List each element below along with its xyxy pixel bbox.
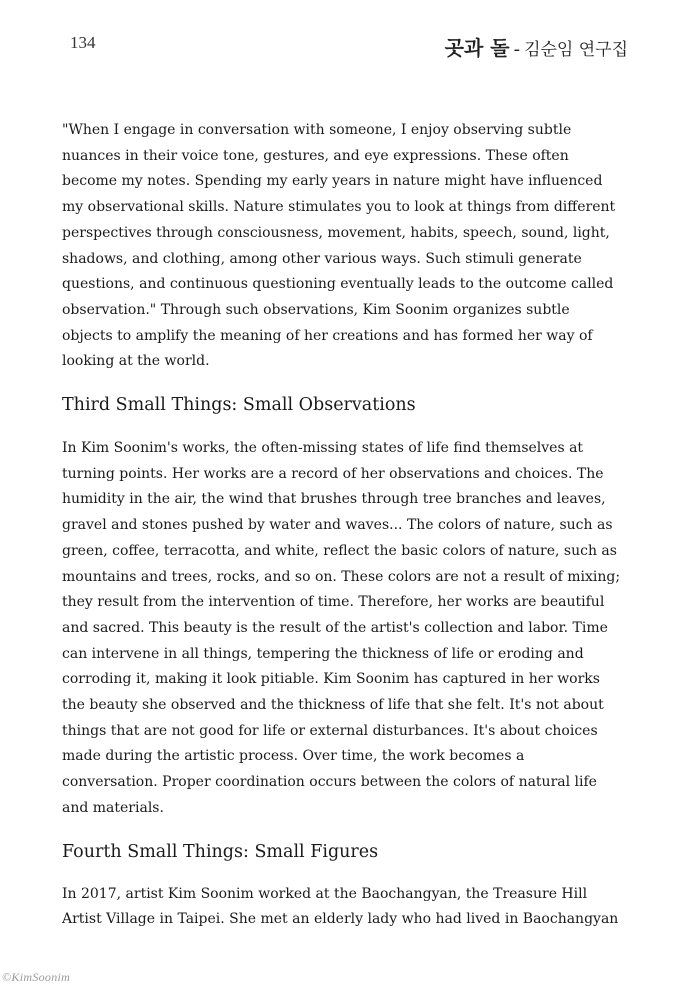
body-paragraph-2: In Kim Soonim's works, the often-missing states of life find themselves at turning points. Her works are a record of her observations and choices. The humidity in the air, the wind that brushes through tree branches and leaves, gravel and stones pushed by water and waves... The colors of nature, such as green, coffee, terracotta, and white, reflect the basic colors of nature, such as mountains and trees, rocks, and so on. These colors are not a result of mixing; they result from the intervention of time. Therefore, her works are beautiful and sacred. This beauty is the result of the artist's collection and labor. Time can intervene in all things, tempering the thickness of life or eroding and corroding it, making it look pitiable. Kim Soonim has captured in her works the beauty she observed and the thickness of life that she felt. It's not about things that are not good for life or external disturbances. It's about choices made during the artistic process. Over time, the work becomes a conversation. Proper coordination occurs between the colors of natural life and materials. [62, 440, 621, 816]
section-heading-fourth: Fourth Small Things: Small Figures [62, 841, 379, 862]
running-header [445, 32, 628, 61]
main-text [62, 118, 622, 933]
copyright-watermark: ©KimSoonim [2, 970, 71, 984]
header-separator: - [513, 39, 521, 60]
book-title: 곳과 돌 [444, 36, 510, 60]
book-subtitle: 김순임 연구집 [524, 40, 628, 60]
page-number: 134 [70, 33, 96, 52]
body-paragraph-1: "When I engage in conversation with someone, I enjoy observing subtle nuances in their voice tone, gestures, and eye expressions. These often become my notes. Spending my early years in nature might have influenced my observational skills. Nature stimulates you to look at things from different perspectives through consciousness, movement, habits, speech, sound, light, shadows, and clothing, among other various ways. Such stimuli generate questions, and continuous questioning eventually leads to the outcome called observation." Through such observations, Kim Soonim organizes subtle objects to amplify the meaning of her creations and has formed her way of looking at the world. [62, 122, 616, 370]
body-paragraph-3: In 2017, artist Kim Soonim worked at the Baochangyan, the Treasure Hill Artist Village in Taipei. She met an elderly lady who had lived in Baochangyan [62, 885, 619, 928]
section-heading-third: Third Small Things: Small Observations [62, 395, 416, 416]
